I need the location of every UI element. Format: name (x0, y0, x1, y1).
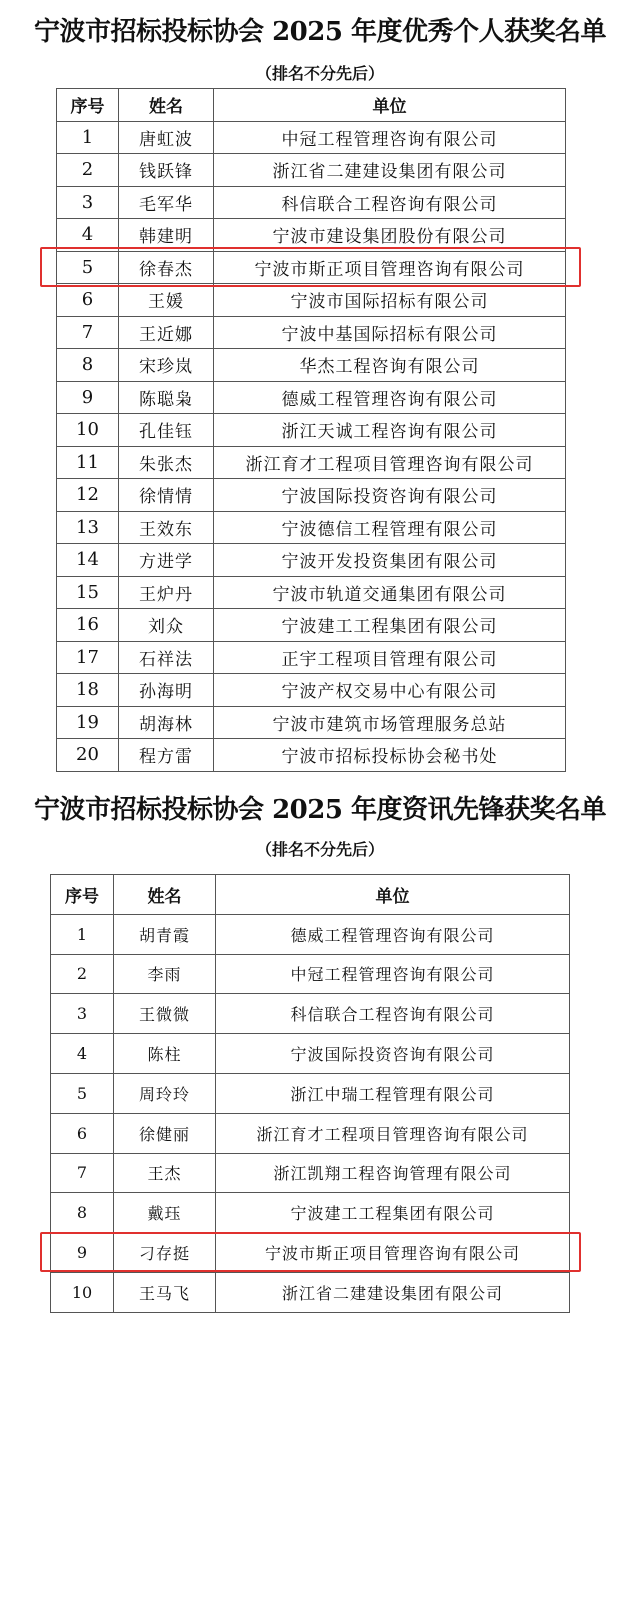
row-name: 王马飞 (114, 1272, 216, 1312)
row-unit: 宁波开发投资集团有限公司 (214, 544, 566, 577)
row-index: 18 (57, 674, 119, 707)
row-index: 3 (57, 186, 119, 219)
row-index: 16 (57, 609, 119, 642)
row-name: 方进学 (119, 544, 214, 577)
row-unit: 宁波市斯正项目管理咨询有限公司 (216, 1233, 570, 1273)
list2-title: 宁波市招标投标协会 2025 年度资讯先锋获奖名单 (34, 795, 606, 825)
table-row (57, 511, 566, 544)
row-index: 9 (51, 1233, 114, 1273)
row-index: 3 (51, 994, 114, 1034)
row-unit: 中冠工程管理咨询有限公司 (216, 954, 570, 994)
row-index: 6 (51, 1113, 114, 1153)
table-row (57, 641, 566, 674)
table-row (57, 674, 566, 707)
row-name: 石祥法 (119, 641, 214, 674)
table-row (57, 316, 566, 349)
row-name: 韩建明 (119, 219, 214, 252)
table-row (57, 446, 566, 479)
row-unit: 科信联合工程咨询有限公司 (216, 994, 570, 1034)
row-unit: 宁波市建设集团股份有限公司 (214, 219, 566, 252)
row-unit: 宁波市斯正项目管理咨询有限公司 (214, 251, 566, 284)
row-unit: 宁波市招标投标协会秘书处 (214, 739, 566, 772)
row-name: 王媛 (119, 284, 214, 317)
row-name: 孔佳钰 (119, 414, 214, 447)
row-unit: 浙江省二建建设集团有限公司 (216, 1272, 570, 1312)
row-index: 9 (57, 381, 119, 414)
row-unit: 宁波国际投资咨询有限公司 (214, 479, 566, 512)
row-unit: 宁波建工工程集团有限公司 (216, 1193, 570, 1233)
table-row (57, 609, 566, 642)
row-unit: 浙江育才工程项目管理咨询有限公司 (216, 1113, 570, 1153)
row-index: 13 (57, 511, 119, 544)
row-unit: 宁波德信工程管理有限公司 (214, 511, 566, 544)
table-row (57, 544, 566, 577)
row-unit: 正宇工程项目管理有限公司 (214, 641, 566, 674)
row-name: 刁存挺 (114, 1233, 216, 1273)
header-unit: 单位 (216, 875, 570, 915)
row-index: 4 (57, 219, 119, 252)
row-index: 1 (57, 121, 119, 154)
row-unit: 宁波市国际招标有限公司 (214, 284, 566, 317)
table-row (57, 706, 566, 739)
row-name: 孙海明 (119, 674, 214, 707)
row-name: 周玲玲 (114, 1073, 216, 1113)
row-unit: 宁波产权交易中心有限公司 (214, 674, 566, 707)
table-row (57, 349, 566, 382)
table-row (51, 914, 570, 954)
table-row (57, 576, 566, 609)
info-pioneer-table (50, 874, 570, 1313)
table-row (51, 994, 570, 1034)
row-name: 刘众 (119, 609, 214, 642)
row-name: 程方雷 (119, 739, 214, 772)
table-row (57, 414, 566, 447)
row-index: 20 (57, 739, 119, 772)
row-index: 12 (57, 479, 119, 512)
row-unit: 浙江天诚工程咨询有限公司 (214, 414, 566, 447)
header-index: 序号 (51, 875, 114, 915)
row-index: 15 (57, 576, 119, 609)
list1-subtitle: （排名不分先后） (255, 64, 384, 83)
row-name: 王近娜 (119, 316, 214, 349)
table-row (57, 479, 566, 512)
row-name: 陈聪枭 (119, 381, 214, 414)
row-name: 胡海林 (119, 706, 214, 739)
table-row (51, 1073, 570, 1113)
row-index: 11 (57, 446, 119, 479)
row-name: 徐健丽 (114, 1113, 216, 1153)
table-row (57, 186, 566, 219)
header-index: 序号 (57, 89, 119, 122)
row-name: 毛军华 (119, 186, 214, 219)
row-unit: 浙江育才工程项目管理咨询有限公司 (214, 446, 566, 479)
row-name: 王微微 (114, 994, 216, 1034)
row-index: 10 (51, 1272, 114, 1312)
table-row (57, 284, 566, 317)
table-row (51, 1113, 570, 1153)
row-name: 王杰 (114, 1153, 216, 1193)
excellent-individual-table (56, 88, 566, 772)
row-name: 唐虹波 (119, 121, 214, 154)
table-row (51, 1034, 570, 1074)
header-unit: 单位 (214, 89, 566, 122)
row-unit: 浙江中瑞工程管理有限公司 (216, 1073, 570, 1113)
row-index: 5 (57, 251, 119, 284)
row-name: 徐春杰 (119, 251, 214, 284)
row-index: 5 (51, 1073, 114, 1113)
table-row (51, 1233, 570, 1273)
row-name: 胡青霞 (114, 914, 216, 954)
row-name: 徐情情 (119, 479, 214, 512)
row-unit: 华杰工程咨询有限公司 (214, 349, 566, 382)
row-unit: 宁波中基国际招标有限公司 (214, 316, 566, 349)
table-row (57, 251, 566, 284)
row-index: 7 (51, 1153, 114, 1193)
header-name: 姓名 (114, 875, 216, 915)
row-index: 19 (57, 706, 119, 739)
table-header-row (57, 89, 566, 122)
row-index: 8 (51, 1193, 114, 1233)
table-row (57, 381, 566, 414)
table-row (51, 1153, 570, 1193)
table-row (57, 219, 566, 252)
row-unit: 德威工程管理咨询有限公司 (216, 914, 570, 954)
row-index: 10 (57, 414, 119, 447)
table-row (57, 121, 566, 154)
table-row (51, 1272, 570, 1312)
row-index: 1 (51, 914, 114, 954)
row-unit: 宁波市轨道交通集团有限公司 (214, 576, 566, 609)
header-name: 姓名 (119, 89, 214, 122)
row-index: 17 (57, 641, 119, 674)
row-name: 王效东 (119, 511, 214, 544)
table-row (51, 1193, 570, 1233)
row-index: 14 (57, 544, 119, 577)
row-name: 朱张杰 (119, 446, 214, 479)
row-unit: 宁波市建筑市场管理服务总站 (214, 706, 566, 739)
row-unit: 浙江省二建建设集团有限公司 (214, 154, 566, 187)
row-unit: 德威工程管理咨询有限公司 (214, 381, 566, 414)
row-unit: 宁波国际投资咨询有限公司 (216, 1034, 570, 1074)
row-index: 6 (57, 284, 119, 317)
row-unit: 科信联合工程咨询有限公司 (214, 186, 566, 219)
row-name: 李雨 (114, 954, 216, 994)
table-row (57, 154, 566, 187)
table-header-row (51, 875, 570, 915)
row-index: 2 (51, 954, 114, 994)
row-name: 陈柱 (114, 1034, 216, 1074)
list1-title: 宁波市招标投标协会 2025 年度优秀个人获奖名单 (34, 17, 606, 47)
row-index: 8 (57, 349, 119, 382)
row-unit: 中冠工程管理咨询有限公司 (214, 121, 566, 154)
row-index: 7 (57, 316, 119, 349)
row-name: 钱跃锋 (119, 154, 214, 187)
table-row (51, 954, 570, 994)
row-name: 戴珏 (114, 1193, 216, 1233)
list2-subtitle: （排名不分先后） (255, 840, 384, 859)
row-unit: 浙江凯翔工程咨询管理有限公司 (216, 1153, 570, 1193)
table-row (57, 739, 566, 772)
row-name: 宋珍岚 (119, 349, 214, 382)
row-unit: 宁波建工工程集团有限公司 (214, 609, 566, 642)
row-index: 4 (51, 1034, 114, 1074)
row-name: 王炉丹 (119, 576, 214, 609)
row-index: 2 (57, 154, 119, 187)
